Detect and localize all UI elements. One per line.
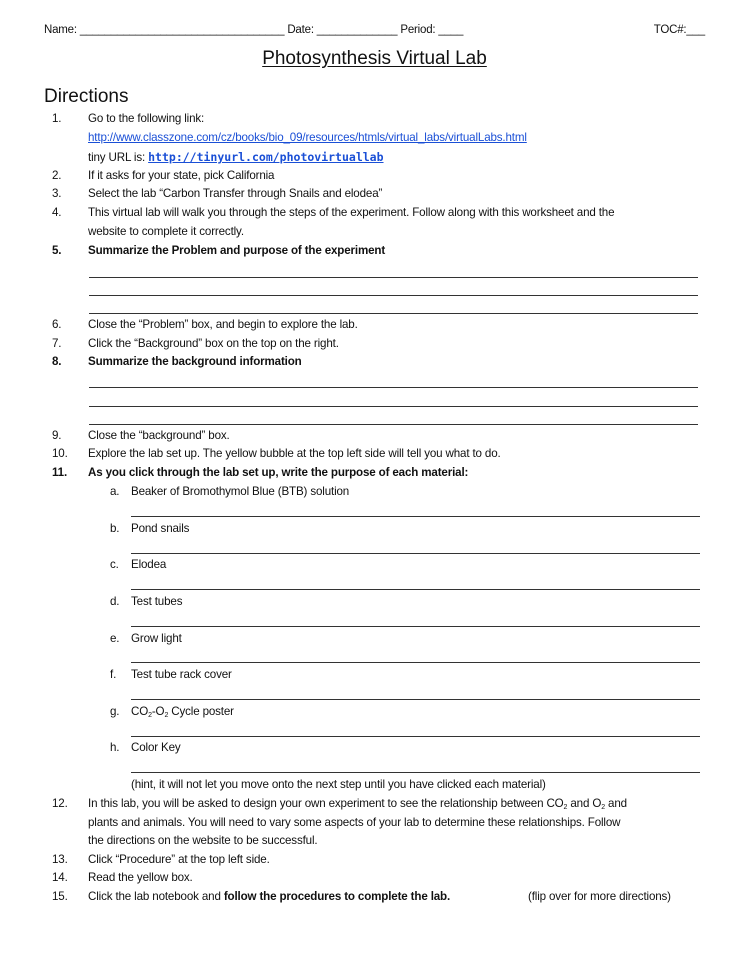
answer-line[interactable]: [89, 277, 698, 278]
answer-line[interactable]: [89, 313, 698, 314]
text-part: and: [604, 797, 627, 810]
step-number: 8.: [52, 355, 62, 368]
answer-line[interactable]: [131, 736, 700, 737]
step-text: Summarize the background information: [88, 355, 302, 368]
step-text: Click the “Background” box on the top on the right.: [88, 337, 339, 350]
answer-line[interactable]: [89, 295, 698, 296]
answer-line[interactable]: [131, 662, 700, 663]
answer-line[interactable]: [131, 553, 700, 554]
step-number: 14.: [52, 871, 68, 884]
step-text: Close the “background” box.: [88, 429, 230, 442]
step-text: Close the “Problem” box, and begin to explore the lab.: [88, 318, 358, 331]
material-label: Beaker of Bromothymol Blue (BTB) solution: [131, 485, 350, 498]
text-bold: follow the procedures to complete the lab.: [223, 890, 451, 903]
text-part: Click the lab notebook and: [88, 890, 224, 903]
step-text: Summarize the Problem and purpose of the experiment: [88, 244, 386, 257]
toc-field[interactable]: TOC#:___: [653, 24, 705, 36]
material-letter: f.: [110, 668, 117, 681]
step-text: [88, 797, 627, 811]
step-text: As you click through the lab set up, write the purpose of each material:: [88, 466, 469, 479]
label-part: Cycle poster: [168, 705, 234, 718]
answer-line[interactable]: [131, 626, 700, 627]
answer-line[interactable]: [89, 406, 698, 407]
answer-line[interactable]: [131, 589, 700, 590]
answer-line[interactable]: [131, 772, 700, 773]
step-text: [88, 890, 450, 903]
subscript: 2: [148, 712, 152, 719]
step-text: Read the yellow box.: [88, 871, 193, 884]
text-part: In this lab, you will be asked to design your own experiment to see the relationship between CO: [88, 797, 564, 810]
step-text: If it asks for your state, pick California: [88, 169, 275, 182]
page-title: Photosynthesis Virtual Lab: [262, 48, 487, 69]
answer-line[interactable]: [89, 424, 698, 425]
step-number: 13.: [52, 853, 68, 866]
material-label: Grow light: [131, 632, 182, 645]
material-letter: h.: [110, 741, 120, 754]
material-label: Test tubes: [131, 595, 183, 608]
material-letter: g.: [110, 705, 120, 718]
material-letter: b.: [110, 522, 120, 535]
step-text-cont: website to complete it correctly.: [88, 225, 244, 238]
step-number: 11.: [52, 466, 68, 479]
text-part: and O: [567, 797, 602, 810]
flip-note: (flip over for more directions): [528, 890, 671, 903]
header-fields: [44, 24, 705, 40]
step-text: Select the lab “Carbon Transfer through Snails and elodea”: [88, 187, 383, 200]
tiny-url-row: [88, 150, 384, 164]
step-number: 5.: [52, 244, 62, 257]
name-date-period-field[interactable]: Name: _________________________________ Date: _____________ Period: ____: [44, 24, 464, 36]
step-number: 10.: [52, 447, 68, 460]
step-number: 7.: [52, 337, 62, 350]
step-number: 2.: [52, 169, 62, 182]
tiny-url-label: tiny URL is:: [88, 151, 149, 164]
material-label: Test tube rack cover: [131, 668, 232, 681]
material-label: Pond snails: [131, 522, 190, 535]
step-text: This virtual lab will walk you through the steps of the experiment. Follow along with this worksheet and the: [88, 206, 615, 219]
classzone-link[interactable]: http://www.classzone.com/cz/books/bio_09/resources/htmls/virtual_labs/virtualLabs.html: [88, 131, 527, 144]
step-number: 9.: [52, 429, 62, 442]
hint-text: (hint, it will not let you move onto the next step until you have clicked each material): [131, 778, 546, 791]
step-text: Explore the lab set up. The yellow bubble at the top left side will tell you what to do.: [88, 447, 501, 460]
step-number: 1.: [52, 112, 62, 125]
step-number: 3.: [52, 187, 62, 200]
material-label: [131, 705, 234, 719]
step-number: 6.: [52, 318, 62, 331]
step-text: Go to the following link:: [88, 112, 205, 125]
material-letter: e.: [110, 632, 120, 645]
answer-line[interactable]: [131, 516, 700, 517]
tinyurl-link[interactable]: http://tinyurl.com/photovirtuallab: [148, 150, 384, 164]
material-label: Elodea: [131, 558, 167, 571]
subscript: 2: [164, 712, 169, 719]
subscript: 2: [563, 804, 568, 811]
material-letter: c.: [110, 558, 119, 571]
step-number: 4.: [52, 206, 62, 219]
answer-line[interactable]: [89, 387, 698, 388]
answer-line[interactable]: [131, 699, 700, 700]
step-number: 15.: [52, 890, 68, 903]
step-text-cont: the directions on the website to be successful.: [88, 834, 318, 847]
material-letter: a.: [110, 485, 120, 498]
label-part: -O: [151, 705, 165, 718]
section-heading: Directions: [44, 86, 129, 107]
material-letter: d.: [110, 595, 120, 608]
step-text: Click “Procedure” at the top left side.: [88, 853, 270, 866]
step-number: 12.: [52, 797, 68, 810]
material-label: Color Key: [131, 741, 181, 754]
label-part: CO: [131, 705, 149, 718]
step-text-cont: plants and animals. You will need to vary some aspects of your lab to determine these relationships. Follow: [88, 816, 621, 829]
subscript: 2: [601, 804, 605, 811]
